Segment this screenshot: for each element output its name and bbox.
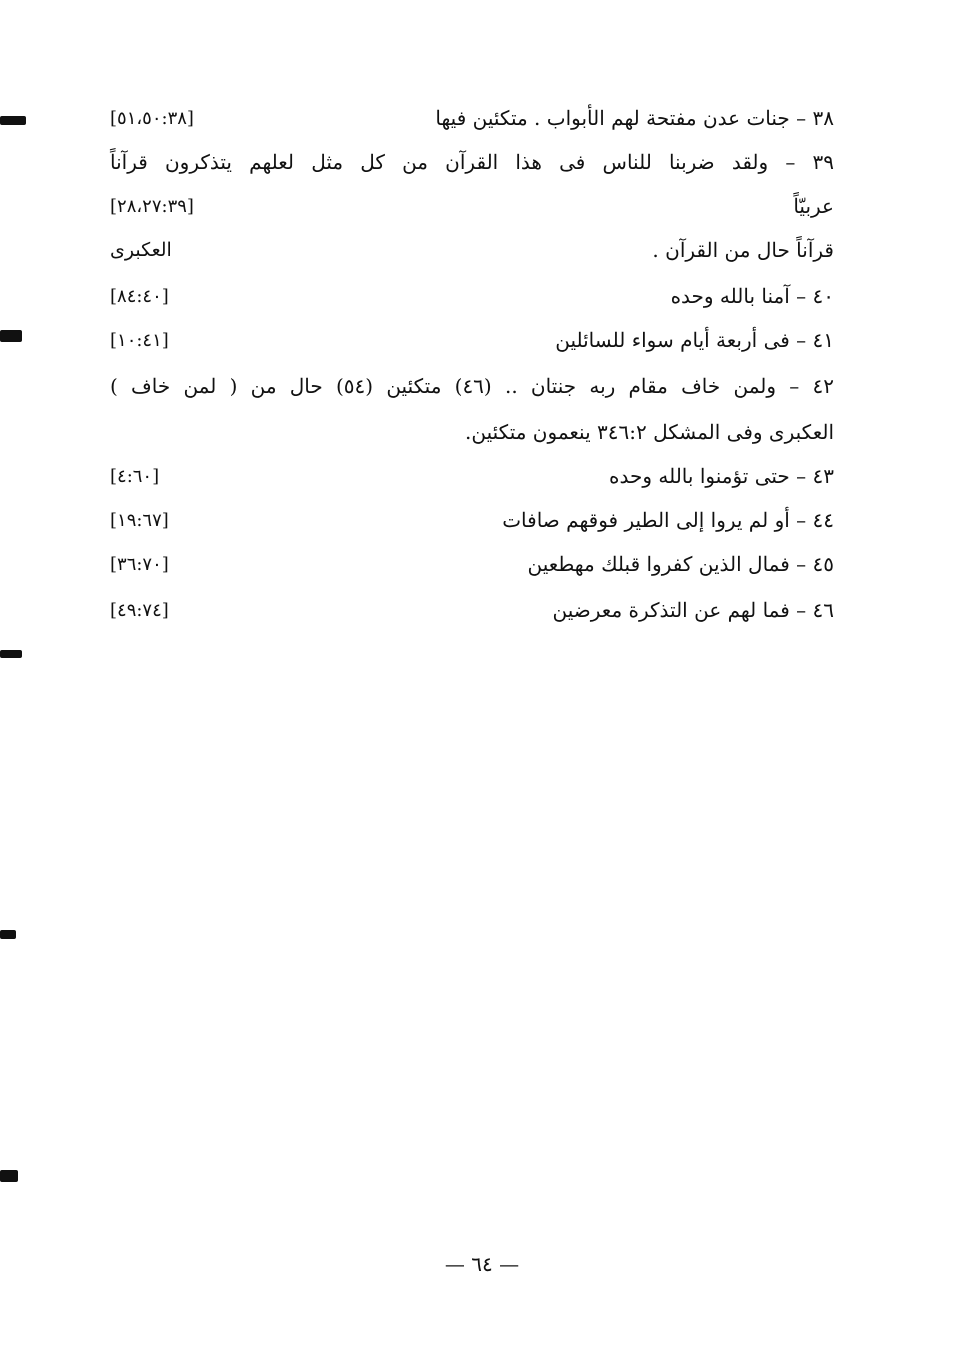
- margin-mark: [0, 330, 22, 342]
- entry-text: ٤٥ – فمال الذين كفروا قبلك مهطعين: [527, 552, 834, 576]
- entry-text: ٤٤ – أو لم يروا إلى الطير فوقهم صافات: [502, 508, 834, 532]
- entry-45: [110, 546, 834, 582]
- entry-text: ٤٠ – آمنا بالله وحده: [670, 284, 834, 308]
- entry-38: [110, 100, 834, 136]
- entry-text: ٤٦ – فما لهم عن التذكرة معرضين: [552, 598, 834, 622]
- entry-42: ٤٢ – ولمن خاف مقام ربه جنتان .. (٤٦) متكئين (٥٤) حال من ( لمن خاف ): [110, 374, 834, 398]
- entry-text: ٤١ – فى أربعة أيام سواء للسائلين: [555, 328, 834, 352]
- entry-text: عربيّاً: [793, 194, 834, 218]
- entry-reference: [١٩:٦٧]: [110, 509, 169, 531]
- entry-reference: [٣٦:٧٠]: [110, 553, 169, 575]
- entry-reference: [٥١،٥٠:٣٨]: [110, 107, 194, 129]
- margin-mark: [0, 650, 22, 658]
- margin-mark: [0, 116, 26, 125]
- entry-reference: [١٠:٤١]: [110, 329, 169, 351]
- margin-mark: [0, 930, 16, 939]
- entry-42-note: [110, 414, 834, 450]
- page-number: — ٦٤ —: [444, 1252, 520, 1276]
- entry-reference: [٤٩:٧٤]: [110, 599, 169, 621]
- entry-text: ٣٨ – جنات عدن مفتحة لهم الأبواب . متكئين فيها: [435, 106, 834, 130]
- entry-reference: [٤:٦٠]: [110, 465, 160, 487]
- entry-40: [110, 278, 834, 314]
- entry-reference: [٨٤:٤٠]: [110, 285, 169, 307]
- entry-reference: [٢٨،٢٧:٣٩]: [110, 195, 194, 217]
- margin-mark: [0, 1170, 18, 1182]
- entry-text: قرآناً حال من القرآن .: [652, 238, 834, 262]
- entry-44: [110, 502, 834, 538]
- entry-46: [110, 592, 834, 628]
- entry-43: [110, 458, 834, 494]
- entry-41: [110, 322, 834, 358]
- entry-text: العكبرى وفى المشكل ٣٤٦:٢ ينعمون متكئين.: [465, 420, 834, 444]
- source-name: العكبرى: [110, 239, 172, 261]
- entry-39: ٣٩ – ولقد ضربنا للناس فى هذا القرآن من كل مثل لعلهم يتذكرون قرآناً: [110, 150, 834, 174]
- entry-39-note: [110, 232, 834, 268]
- entry-text: ٤٣ – حتى تؤمنوا بالله وحده: [609, 464, 834, 488]
- entry-39-continued: [110, 188, 834, 224]
